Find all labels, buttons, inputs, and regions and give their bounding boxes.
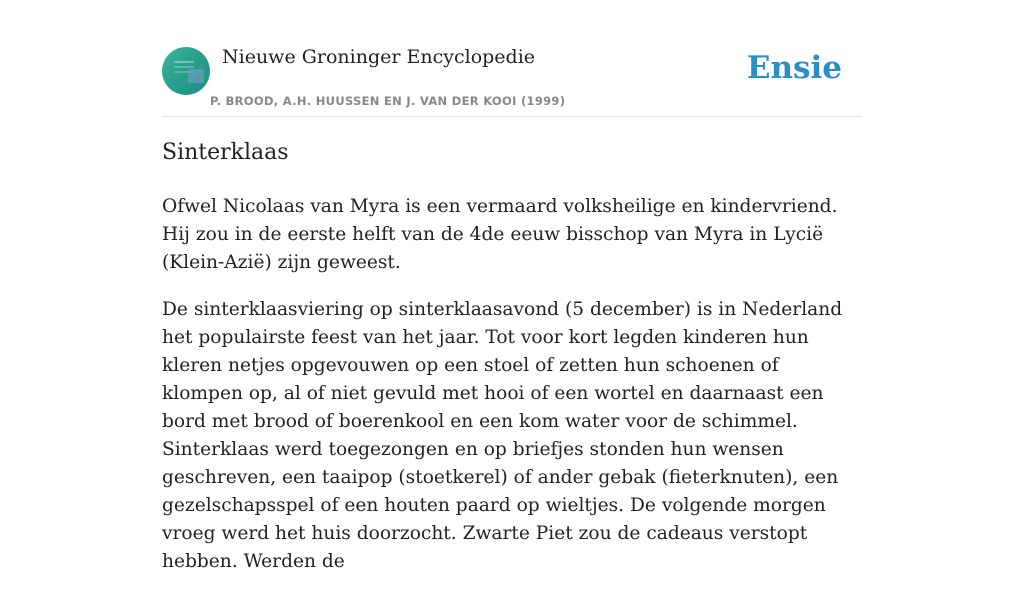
header	[162, 0, 862, 117]
book-authors: P. BROOD, A.H. HUUSSEN EN J. VAN DER KOOI (1999)	[210, 94, 566, 108]
ensie-logo-link[interactable]: Ensie	[746, 50, 842, 86]
cover-box	[188, 69, 204, 83]
book-cover-icon[interactable]	[162, 47, 210, 95]
article-paragraph: Ofwel Nicolaas van Myra is een vermaard volksheilige en kindervriend. Hij zou in de eerste helft van de 4de eeuw bisschop van Myra in Lycië (Klein-Azië) zijn geweest.	[162, 196, 838, 273]
article-title: Sinterklaas	[162, 140, 289, 165]
cover-lines	[174, 61, 194, 63]
book-title[interactable]: Nieuwe Groninger Encyclopedie	[222, 46, 536, 68]
article-body	[162, 193, 862, 595]
article-paragraph: De sinterklaasviering op sinterklaasavond (5 december) is in Nederland het populairste feest van het jaar. Tot voor kort legden kinderen hun kleren netjes opgevouwen op een stoel of zetten hun schoenen of klompen op, al of niet gevuld met hooi of een wortel en daarnaast een bord met brood of boerenkool en een kom water voor de schimmel. Sinterklaas werd toegezongen en op briefjes stonden hun wensen geschreven, een taaipop (stoetkerel) of ander gebak (fieterknuten), een gezelschapsspel of een houten paard op wieltjes. De volgende morgen vroeg werd het huis doorzocht. Zwarte Piet zou de cadeaus verstopt hebben. Werden de	[162, 299, 843, 572]
